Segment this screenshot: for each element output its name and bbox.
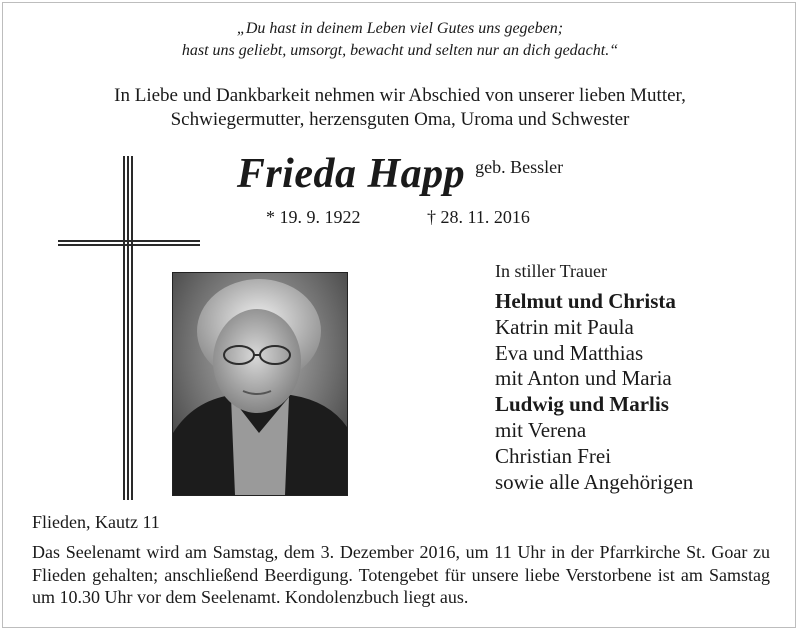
funeral-notice-text: Das Seelenamt wird am Samstag, dem 3. Dezember 2016, um 11 Uhr in der Pfarrkirche St. Goar zu Flieden gehalten; anschließend Beerdigung. Totengebet für unsere liebe Verstorbene ist am Samstag um 10.30 Uhr vor dem Seelenamt. Kondolenzbuch liegt aus. <box>32 542 770 607</box>
quote-line-2: hast uns geliebt, umsorgt, bewacht und selten nur an dich gedacht.“ <box>181 42 619 59</box>
cross-vertical-line <box>131 156 133 500</box>
mourners-heading: In stiller Trauer <box>495 261 607 281</box>
birth-date: * 19. 9. 1922 <box>266 207 361 227</box>
cross-horizontal-line <box>58 240 200 242</box>
quote-line-1: „Du hast in deinem Leben viel Gutes uns gegeben; <box>236 20 564 37</box>
mourner-line: Ludwig und Marlis <box>495 392 669 417</box>
mourner-line: sowie alle Angehörigen <box>495 469 694 494</box>
family-address: Flieden, Kautz 11 <box>32 512 160 532</box>
mourner-line: mit Verena <box>495 417 587 442</box>
cross-vertical-line <box>127 156 129 500</box>
mourner-line: Katrin mit Paula <box>495 314 634 339</box>
mourner-line: Christian Frei <box>495 443 612 468</box>
mourner-line: Eva und Matthias <box>495 340 644 365</box>
mourners-list <box>495 259 785 495</box>
farewell-intro <box>0 84 800 132</box>
cross-vertical-line <box>123 156 125 500</box>
portrait-photo <box>172 272 348 496</box>
cross-horizontal-line <box>58 244 200 246</box>
death-date: † 28. 11. 2016 <box>427 207 530 227</box>
birth-name: geb. Bessler <box>475 157 564 177</box>
deceased-name: Frieda Happ <box>236 151 466 197</box>
intro-line-1: In Liebe und Dankbarkeit nehmen wir Abschied von unserer lieben Mutter, <box>114 85 686 106</box>
mourner-line: mit Anton und Maria <box>495 366 672 391</box>
memorial-quote <box>0 18 800 62</box>
intro-line-2: Schwiegermutter, herzensguten Oma, Uroma und Schwester <box>170 109 630 130</box>
mourner-line: Helmut und Christa <box>495 289 676 313</box>
